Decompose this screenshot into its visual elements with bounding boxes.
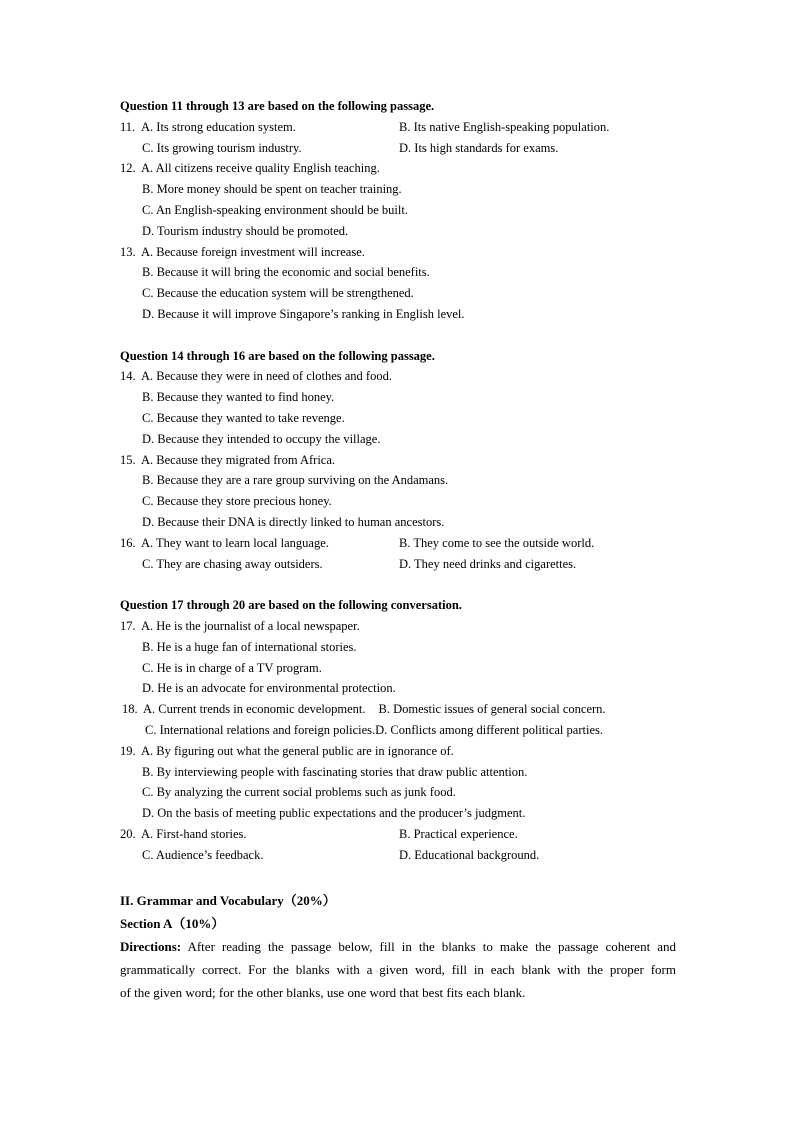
question-17-option-d: D. He is an advocate for environmental protection. [142,681,396,696]
question-20-option-b: B. Practical experience. [399,826,518,841]
question-19-option-b: B. By interviewing people with fascinating stories that draw public attention. [142,764,528,779]
question-16-row-2 [120,554,676,575]
directions-line-2: grammatically correct. For the blanks with a given word, fill in each blank with the proper form [120,962,676,978]
question-20-option-a: A. First-hand stories. [141,826,247,841]
question-number-19: 19. [120,743,136,758]
question-11-option-b: B. Its native English-speaking population. [399,119,610,134]
question-14-row-a [120,366,676,387]
question-13-option-a: A. Because foreign investment will increase. [141,244,365,259]
question-16-option-d: D. They need drinks and cigarettes. [399,556,577,571]
listening-questions [120,96,676,1004]
question-20-option-c: C. Audience’s feedback. [142,847,264,862]
question-12-option-b: B. More money should be spent on teacher training. [142,182,402,197]
directions-text-1: After reading the passage below, fill in the blanks to make the passage coherent and [187,939,676,955]
question-18-option-d: D. Conflicts among different political parties. [375,722,603,737]
question-12-option-c: C. An English-speaking environment should be built. [142,202,408,217]
question-19-option-a: A. By figuring out what the general public are in ignorance of. [141,743,454,758]
question-15-option-b: B. Because they are a rare group surviving on the Andamans. [142,473,449,488]
question-15-option-c: C. Because they store precious honey. [142,494,332,509]
question-11-option-d: D. Its high standards for exams. [399,140,559,155]
question-13-row-a [120,242,676,263]
question-number-15: 15. [120,452,136,467]
question-17-option-b: B. He is a huge fan of international stories. [142,639,357,654]
question-15-option-a: A. Because they migrated from Africa. [141,452,336,467]
question-number-12: 12. [120,161,136,176]
directions-line-1 [120,935,676,958]
question-13-option-d: D. Because it will improve Singapore’s ranking in English level. [142,306,465,321]
question-16-option-b: B. They come to see the outside world. [399,535,595,550]
directions-label: Directions: [120,939,182,955]
question-14-option-a: A. Because they were in need of clothes and food. [141,369,392,384]
question-19-option-d: D. On the basis of meeting public expectations and the producer’s judgment. [142,806,526,821]
question-number-16: 16. [120,535,136,550]
question-14-option-c: C. Because they wanted to take revenge. [142,410,345,425]
question-15-option-d: D. Because their DNA is directly linked to human ancestors. [142,514,445,529]
part-title: II. Grammar and Vocabulary（20%） [120,893,336,909]
question-12-option-a: A. All citizens receive quality English teaching. [141,161,380,176]
question-17-option-c: C. He is in charge of a TV program. [142,660,322,675]
question-number-17: 17. [120,618,136,633]
question-17-option-a: A. He is the journalist of a local newspaper. [141,618,360,633]
question-12-option-d: D. Tourism industry should be promoted. [142,223,349,238]
question-17-row-a [120,616,676,637]
spacer [120,325,676,346]
section-title: Section A（10%） [120,916,225,932]
question-12-row-a [120,158,676,179]
group-heading-14-16: Question 14 through 16 are based on the following passage. [120,348,435,363]
question-11-row-1 [120,117,676,138]
question-16-option-c: C. They are chasing away outsiders. [142,556,323,571]
question-18-row-1 [120,699,676,720]
question-16-option-a: A. They want to learn local language. [141,535,329,550]
question-11-row-2 [120,138,676,159]
question-13-option-b: B. Because it will bring the economic and social benefits. [142,265,430,280]
question-11-option-a: A. Its strong education system. [141,119,296,134]
question-20-option-d: D. Educational background. [399,847,540,862]
question-19-row-a [120,741,676,762]
question-20-row-2 [120,845,676,866]
question-number-20: 20. [120,826,136,841]
question-15-row-a [120,450,676,471]
spacer [120,574,676,595]
question-13-option-c: C. Because the education system will be strengthened. [142,286,414,301]
question-18-option-a: A. Current trends in economic development. [143,702,366,717]
group-heading-17-20: Question 17 through 20 are based on the following conversation. [120,598,462,613]
directions-line-3: of the given word; for the other blanks, use one word that best fits each blank. [120,985,526,1001]
question-18-option-c: C. International relations and foreign policies. [145,722,376,737]
question-19-option-c: C. By analyzing the current social problems such as junk food. [142,785,456,800]
question-number-11: 11. [120,119,136,134]
question-14-option-b: B. Because they wanted to find honey. [142,390,335,405]
question-14-option-d: D. Because they intended to occupy the village. [142,431,381,446]
question-16-row-1 [120,533,676,554]
group-heading-11-13: Question 11 through 13 are based on the following passage. [120,99,435,113]
question-20-row-1 [120,824,676,845]
question-11-option-c: C. Its growing tourism industry. [142,140,302,155]
grammar-vocabulary-section [120,889,676,1004]
question-number-14: 14. [120,369,136,384]
question-18-row-2 [120,720,676,741]
question-18-option-b: B. Domestic issues of general social concern. [378,702,606,717]
question-number-18: 18. [122,702,138,717]
question-number-13: 13. [120,244,136,259]
